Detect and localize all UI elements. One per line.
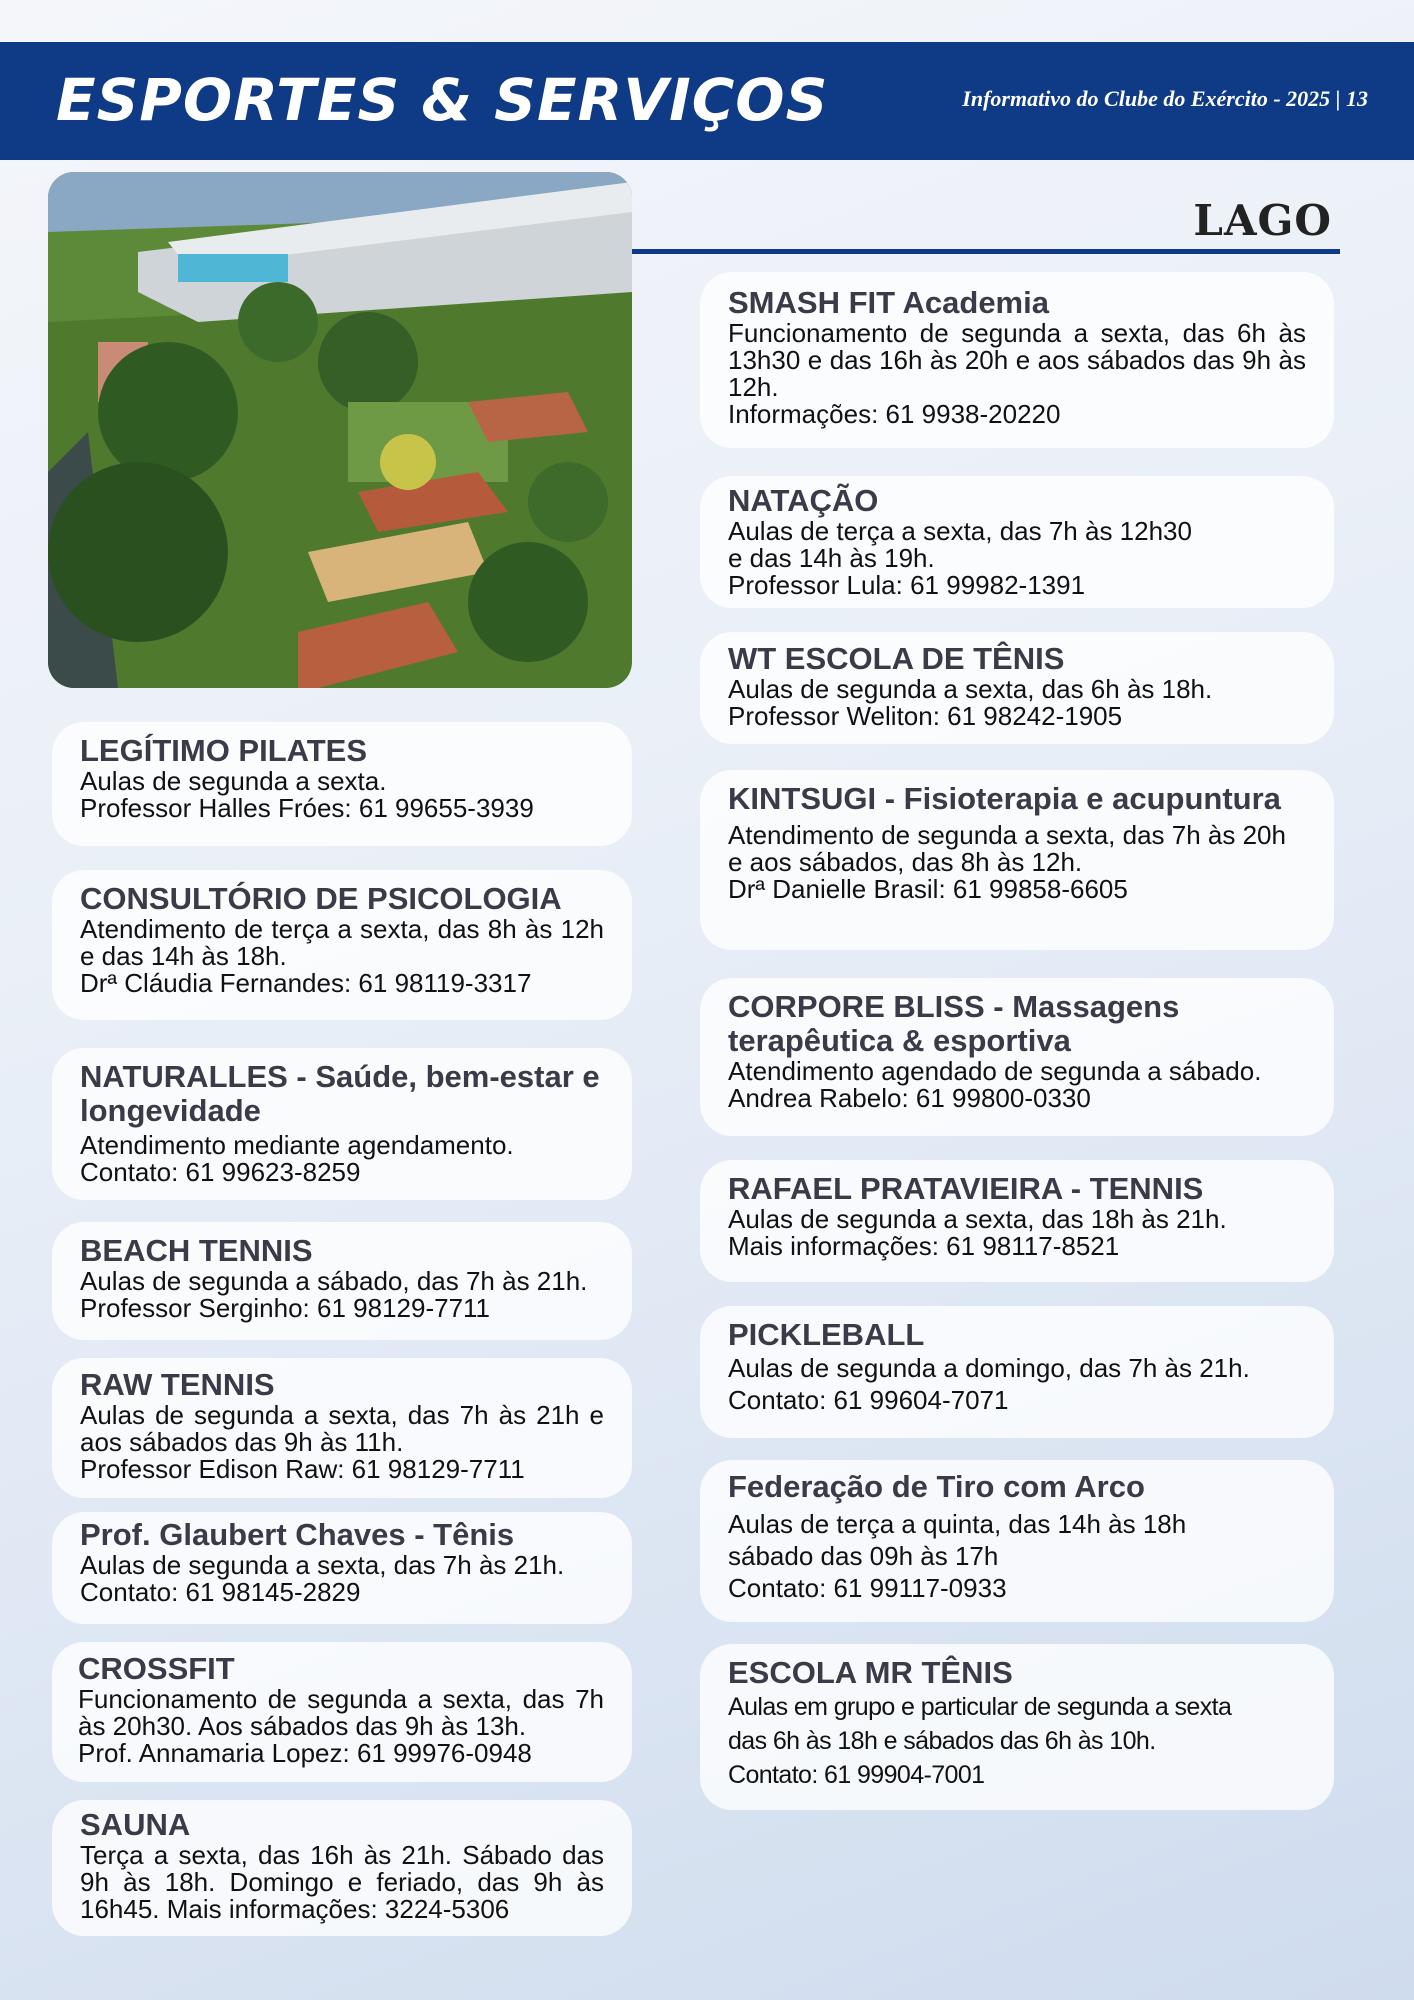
service-title: NATURALLES - Saúde, bem-estar e longevidade	[80, 1059, 600, 1128]
service-title: CROSSFIT	[78, 1651, 235, 1686]
service-details: Aulas de segunda a sexta, das 7h às 21h. Contato: 61 98145-2829	[80, 1550, 565, 1607]
service-title: CORPORE BLISS - Massagens terapêutica & esportiva	[728, 989, 1180, 1058]
service-details: Funcionamento de segunda a sexta, das 6h às 13h30 e das 16h às 20h e aos sábados das 9h às 12h. Informações: 61 9938-20220	[728, 318, 1306, 429]
service-details: Atendimento de terça a sexta, das 8h às 12h e das 14h às 18h. Drª Cláudia Fernandes: 61 98119-3317	[80, 914, 604, 998]
service-card	[52, 1642, 632, 1782]
service-card	[700, 1460, 1334, 1622]
service-card	[700, 1644, 1334, 1810]
service-details: Aulas de segunda a sexta, das 7h às 21h e aos sábados das 9h às 11h. Professor Edison Raw: 61 98129-7711	[80, 1400, 604, 1484]
service-card	[700, 1160, 1334, 1282]
service-title: CONSULTÓRIO DE PSICOLOGIA	[80, 881, 562, 916]
service-title: BEACH TENNIS	[80, 1233, 313, 1268]
service-details: Funcionamento de segunda a sexta, das 7h às 20h30. Aos sábados das 9h às 13h. Prof. Annamaria Lopez: 61 99976-0948	[78, 1684, 604, 1768]
service-details: Aulas de segunda a domingo, das 7h às 21h. Contato: 61 99604-7071	[728, 1353, 1250, 1415]
service-details: Aulas em grupo e particular de segunda a sexta das 6h às 18h e sábados das 6h às 10h. Contato: 61 99904-7001	[728, 1693, 1232, 1789]
service-card	[700, 770, 1334, 950]
service-card	[52, 1222, 632, 1340]
service-card	[700, 476, 1334, 608]
service-details: Aulas de segunda a sábado, das 7h às 21h. Professor Serginho: 61 98129-7711	[80, 1266, 588, 1323]
service-title: RAFAEL PRATAVIEIRA - TENNIS	[728, 1171, 1204, 1206]
aerial-club-photo	[48, 172, 632, 688]
service-card	[700, 272, 1334, 448]
service-details: Terça a sexta, das 16h às 21h. Sábado das 9h às 18h. Domingo e feriado, das 9h às 16h45. Mais informações: 3224-5306	[80, 1840, 604, 1924]
page-header	[0, 42, 1414, 160]
service-card	[52, 1512, 632, 1624]
service-title: KINTSUGI - Fisioterapia e acupuntura	[728, 781, 1281, 816]
service-title: ESCOLA MR TÊNIS	[728, 1655, 1013, 1690]
service-card	[52, 722, 632, 846]
service-card	[700, 632, 1334, 744]
service-details: Atendimento mediante agendamento. Contato: 61 99623-8259	[80, 1130, 514, 1187]
service-title: LEGÍTIMO PILATES	[80, 733, 368, 768]
service-title: SMASH FIT Academia	[728, 285, 1049, 320]
section-title: LAGO	[1193, 196, 1332, 245]
service-details: Aulas de terça a quinta, das 14h às 18h sábado das 09h às 17h Contato: 61 99117-0933	[728, 1509, 1187, 1603]
service-title: PICKLEBALL	[728, 1317, 925, 1352]
page-title: ESPORTES & SERVIÇOS	[56, 66, 829, 134]
service-card	[52, 1048, 632, 1200]
service-card	[700, 1306, 1334, 1438]
service-title: NATAÇÃO	[728, 483, 879, 518]
service-details: Atendimento de segunda a sexta, das 7h às 20h e aos sábados, das 8h às 12h. Drª Danielle Brasil: 61 99858-6605	[728, 820, 1286, 904]
service-title: SAUNA	[80, 1807, 191, 1842]
service-card	[52, 1358, 632, 1498]
service-card	[52, 1800, 632, 1936]
service-title: Prof. Glaubert Chaves - Tênis	[80, 1517, 515, 1552]
service-details: Aulas de segunda a sexta, das 6h às 18h. Professor Weliton: 61 98242-1905	[728, 674, 1213, 731]
newsletter-subtitle: Informativo do Clube do Exército - 2025 | 13	[962, 86, 1368, 111]
service-card	[52, 870, 632, 1020]
service-details: Aulas de segunda a sexta, das 18h às 21h. Mais informações: 61 98117-8521	[728, 1204, 1227, 1261]
service-details: Aulas de terça a sexta, das 7h às 12h30 e das 14h às 19h. Professor Lula: 61 99982-1391	[728, 516, 1192, 600]
service-title: Federação de Tiro com Arco	[728, 1469, 1145, 1504]
service-details: Atendimento agendado de segunda a sábado. Andrea Rabelo: 61 99800-0330	[728, 1056, 1262, 1113]
service-title: RAW TENNIS	[80, 1367, 275, 1402]
service-card	[700, 978, 1334, 1136]
service-details: Aulas de segunda a sexta. Professor Halles Fróes: 61 99655-3939	[80, 766, 534, 823]
service-title: WT ESCOLA DE TÊNIS	[728, 641, 1065, 676]
section-divider	[632, 249, 1340, 254]
